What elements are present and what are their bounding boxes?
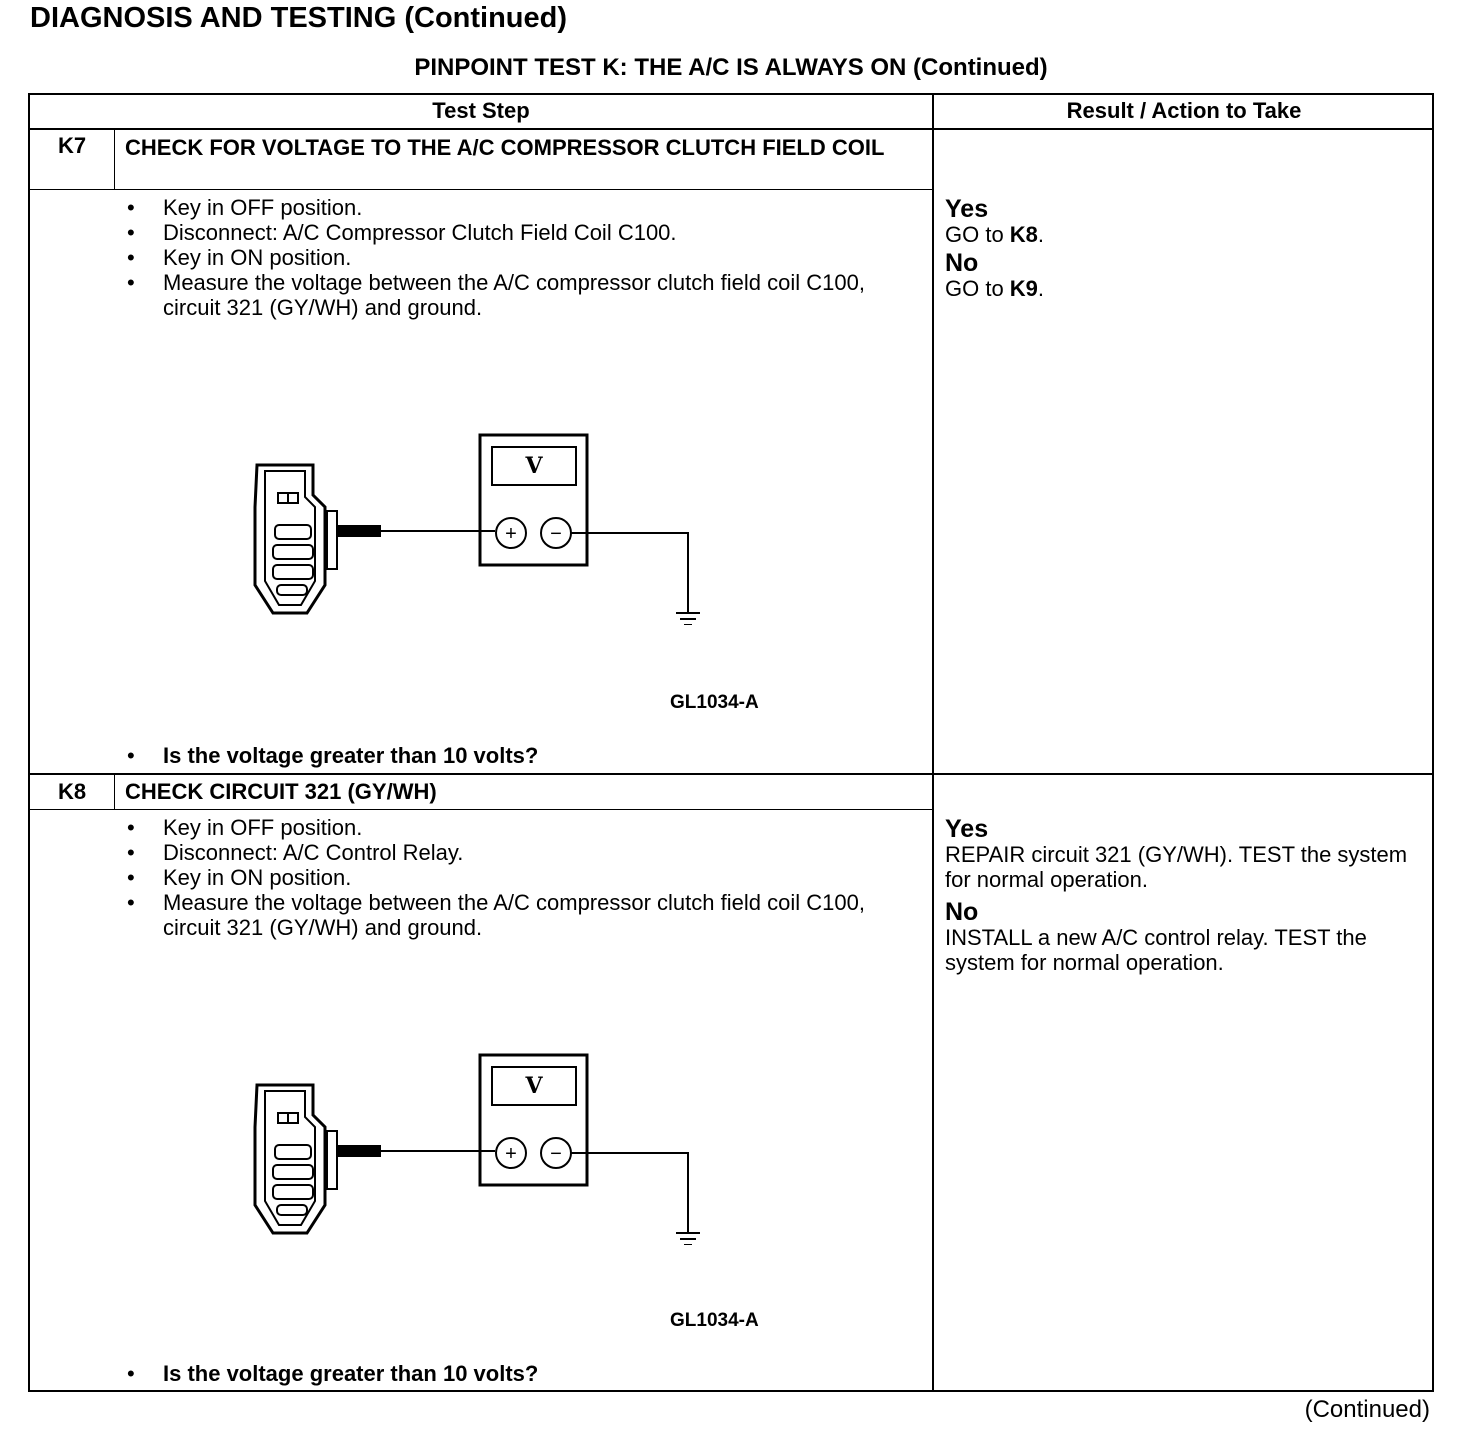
list-item: • Disconnect: A/C Control Relay. xyxy=(125,840,885,865)
ground-icon xyxy=(676,1233,700,1245)
voltmeter-unit: V xyxy=(525,453,543,479)
k8-title-rule xyxy=(30,809,932,810)
header-rule xyxy=(30,128,1434,130)
list-item: • Measure the voltage between the A/C compressor clutch field coil C100, circuit 321 (GY/WH) and ground. xyxy=(125,890,885,940)
step-id-divider-k8 xyxy=(114,774,115,810)
probe-tip xyxy=(337,1145,381,1157)
step-question-k7: • Is the voltage greater than 10 volts? xyxy=(163,743,538,769)
probe-tip xyxy=(337,525,381,537)
list-item: • Disconnect: A/C Compressor Clutch Field Coil C100. xyxy=(125,220,885,245)
connector-c100-drawing xyxy=(255,1085,337,1233)
voltmeter-diagram-k8 xyxy=(245,1045,705,1245)
result-yes-action: GO to K8. xyxy=(945,222,1045,247)
step-question-k8: • Is the voltage greater than 10 volts? xyxy=(163,1361,538,1387)
list-item: • Key in OFF position. xyxy=(125,195,885,220)
pinpoint-test-title xyxy=(0,54,1472,82)
figure-label-k7: GL1034-A xyxy=(670,692,759,713)
result-no-action: GO to K9. xyxy=(945,276,1045,301)
step-instructions-k7 xyxy=(125,195,885,320)
result-no-action: INSTALL a new A/C control relay. TEST the system for normal operation. xyxy=(945,925,1367,975)
step-title-k7: CHECK FOR VOLTAGE TO THE A/C COMPRESSOR CLUTCH FIELD COIL xyxy=(125,135,885,160)
result-yes-label: Yes xyxy=(945,815,989,843)
continued-note: (Continued) xyxy=(1304,1396,1430,1423)
ground-lead-wire xyxy=(571,1153,688,1233)
ground-icon xyxy=(676,613,700,625)
list-item: • Key in ON position. xyxy=(125,245,885,270)
positive-terminal-sign: + xyxy=(505,523,517,545)
column-divider xyxy=(932,95,934,1392)
list-item: • Key in OFF position. xyxy=(125,815,885,840)
result-yes-action: REPAIR circuit 321 (GY/WH). TEST the system for normal operation. xyxy=(945,842,1408,892)
result-yes-label: Yes xyxy=(945,195,989,223)
result-k7 xyxy=(945,193,1415,301)
k7-title-rule xyxy=(30,189,932,190)
step-link-k8[interactable]: K8 xyxy=(1009,222,1038,247)
list-item: • Measure the voltage between the A/C compressor clutch field coil C100, circuit 321 (GY/WH) and ground. xyxy=(125,270,885,320)
list-item: • Key in ON position. xyxy=(125,865,885,890)
voltmeter-unit: V xyxy=(525,1073,543,1099)
positive-terminal-sign: + xyxy=(505,1143,517,1165)
result-no-label: No xyxy=(945,898,979,926)
ground-lead-wire xyxy=(571,533,688,613)
step-id-divider-k7 xyxy=(114,130,115,190)
step-id-k7: K7 xyxy=(57,133,87,158)
result-no-label: No xyxy=(945,249,979,277)
page-heading: DIAGNOSIS AND TESTING (Continued) xyxy=(30,2,568,34)
step-instructions-k8 xyxy=(125,815,885,940)
voltmeter-diagram-k7 xyxy=(245,425,705,625)
figure-label-k8: GL1034-A xyxy=(670,1310,759,1331)
negative-terminal-sign: − xyxy=(550,1143,562,1165)
negative-terminal-sign: − xyxy=(550,523,562,545)
connector-c100-drawing xyxy=(255,465,337,613)
result-k8 xyxy=(945,813,1415,975)
step-title-k8: CHECK CIRCUIT 321 (GY/WH) xyxy=(125,779,437,804)
k7-end-rule xyxy=(30,773,1434,775)
column-header-result: Result / Action to Take xyxy=(1066,98,1302,123)
step-id-k8: K8 xyxy=(57,779,87,804)
pinpoint-test-title-text: PINPOINT TEST K: THE A/C IS ALWAYS ON (Continued) xyxy=(414,54,1048,81)
step-link-k9[interactable]: K9 xyxy=(1009,276,1038,301)
column-header-test-step: Test Step xyxy=(432,98,530,123)
test-table xyxy=(28,93,1434,1392)
